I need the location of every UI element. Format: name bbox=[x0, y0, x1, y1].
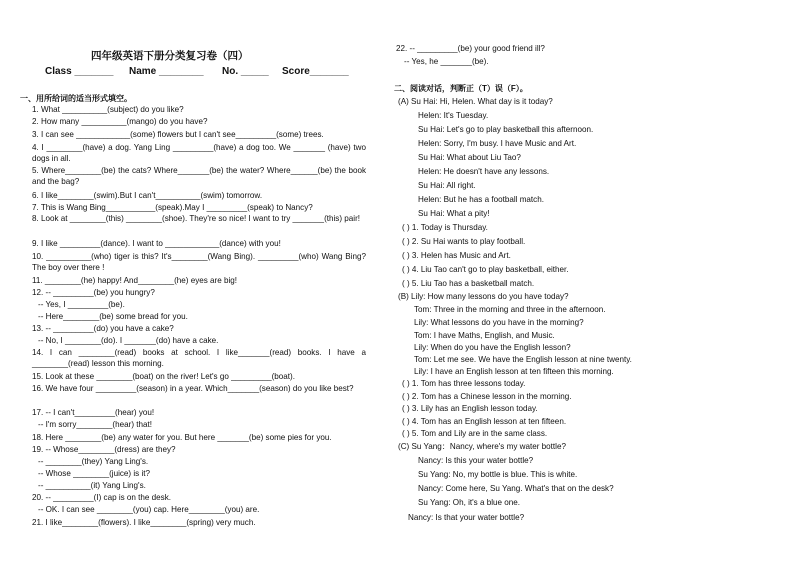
statement-a-1[interactable]: ( ) 1. Today is Thursday. bbox=[402, 223, 488, 232]
dialogue-a-line-9: Su Hai: What a pity! bbox=[418, 209, 490, 218]
question-17b: -- I'm sorry________(hear) that! bbox=[38, 420, 153, 429]
question-13b: -- No, I ________(do). I _______(do) have a cake. bbox=[38, 336, 219, 345]
dialogue-c-line-1: (C) Su Yang：Nancy, where's my water bottle? bbox=[398, 442, 566, 451]
dialogue-a-line-4: Helen: Sorry, I'm busy. I have Music and Art. bbox=[418, 139, 577, 148]
statement-a-3[interactable]: ( ) 3. Helen has Music and Art. bbox=[402, 251, 511, 260]
question-2: 2. How many __________(mango) do you have? bbox=[32, 117, 208, 126]
question-18: 18. Here ________(be) any water for you. But here _______(be) some pies for you. bbox=[32, 433, 332, 442]
question-13a: 13. -- _________(do) you have a cake? bbox=[32, 324, 174, 333]
statement-b-3[interactable]: ( ) 3. Lily has an English lesson today. bbox=[402, 404, 538, 413]
statement-b-5[interactable]: ( ) 5. Tom and Lily are in the same class. bbox=[402, 429, 548, 438]
question-6: 6. I like________(swim).But I can't__________(swim) tomorrow. bbox=[32, 191, 263, 200]
name-field[interactable]: Name ________ bbox=[129, 66, 204, 77]
dialogue-a-line-2: Helen: It's Tuesday. bbox=[418, 111, 489, 120]
dialogue-b-line-2: Tom: Three in the morning and three in the afternoon. bbox=[414, 305, 606, 314]
statement-a-2[interactable]: ( ) 2. Su Hai wants to play football. bbox=[402, 237, 526, 246]
question-19c: -- Whose ________(juice) is it? bbox=[38, 469, 151, 478]
statement-b-1[interactable]: ( ) 1. Tom has three lessons today. bbox=[402, 379, 526, 388]
section-2-heading: 二、阅读对话，判断正（T）误（F）。 bbox=[394, 84, 528, 93]
question-1: 1. What __________(subject) do you like? bbox=[32, 105, 184, 114]
dialogue-a-line-7: Su Hai: All right. bbox=[418, 181, 476, 190]
question-4: 4. I ________(have) a dog. Yang Ling _________(have) a dog too. We _______ (have) two dogs in all. bbox=[32, 143, 366, 163]
number-field[interactable]: No. _____ bbox=[222, 66, 269, 77]
question-5: 5. Where________(be) the cats? Where_______(be) the water? Where______(be) the book and the bag? bbox=[32, 166, 366, 186]
score-field[interactable]: Score_______ bbox=[282, 66, 349, 77]
dialogue-c-line-6: Nancy: Is that your water bottle? bbox=[408, 513, 525, 522]
question-3: 3. I can see ____________(some) flowers but I can't see_________(some) trees. bbox=[32, 130, 324, 139]
question-19d: -- __________(it) Yang Ling's. bbox=[38, 481, 146, 490]
statement-b-2[interactable]: ( ) 2. Tom has a Chinese lesson in the morning. bbox=[402, 392, 572, 401]
dialogue-b-line-1: (B) Lily: How many lessons do you have today? bbox=[398, 292, 569, 301]
dialogue-b-line-7: Lily: I have an English lesson at ten fifteen this morning. bbox=[414, 367, 614, 376]
question-21: 21. I like________(flowers). I like________(spring) very much. bbox=[32, 518, 256, 527]
question-20b: -- OK. I can see ________(you) cap. Here________(you) are. bbox=[38, 505, 260, 514]
question-15: 15. Look at these ________(boat) on the river! Let's go _________(boat). bbox=[32, 372, 295, 381]
question-7: 7. This is Wang Bing___________(speak).May I _________(speak) to Nancy? bbox=[32, 203, 313, 212]
question-10: 10. __________(who) tiger is this? It's________(Wang Bing). _________(who) Wang Bing? The boy over there ! bbox=[32, 252, 366, 272]
question-19a: 19. -- Whose________(dress) are they? bbox=[32, 445, 176, 454]
question-12c: -- Here________(be) some bread for you. bbox=[38, 312, 188, 321]
question-16: 16. We have four _________(season) in a year. Which_______(season) do you like best? bbox=[32, 384, 354, 393]
statement-a-5[interactable]: ( ) 5. Liu Tao has a basketball match. bbox=[402, 279, 535, 288]
question-19b: -- ________(they) Yang Ling's. bbox=[38, 457, 149, 466]
dialogue-b-line-4: Tom: I have Maths, English, and Music. bbox=[414, 331, 555, 340]
worksheet-title: 四年级英语下册分类复习卷（四） bbox=[91, 50, 249, 62]
question-11: 11. ________(he) happy! And________(he) eyes are big! bbox=[32, 276, 238, 285]
question-14: 14. I can ________(read) books at school. I like_______(read) books. I have a ________(read) lesson this morning. bbox=[32, 348, 366, 368]
dialogue-c-line-5: Su Yang: Oh, it's a blue one. bbox=[418, 498, 521, 507]
statement-b-4[interactable]: ( ) 4. Tom has an English lesson at ten fifteen. bbox=[402, 417, 567, 426]
dialogue-c-line-4: Nancy: Come here, Su Yang. What's that on the desk? bbox=[418, 484, 614, 493]
question-12b: -- Yes, I _________(be). bbox=[38, 300, 125, 309]
dialogue-c-line-3: Su Yang: No, my bottle is blue. This is white. bbox=[418, 470, 578, 479]
dialogue-b-line-5: Lily: When do you have the English lesson? bbox=[414, 343, 571, 352]
dialogue-b-line-6: Tom: Let me see. We have the English lesson at nine twenty. bbox=[414, 355, 632, 364]
dialogue-a-line-5: Su Hai: What about Liu Tao? bbox=[418, 153, 521, 162]
dialogue-c-line-2: Nancy: Is this your water bottle? bbox=[418, 456, 534, 465]
dialogue-a-line-3: Su Hai: Let's go to play basketball this afternoon. bbox=[418, 125, 594, 134]
dialogue-a-line-1: (A) Su Hai: Hi, Helen. What day is it today? bbox=[398, 97, 553, 106]
question-8: 8. Look at ________(this) ________(shoe). They're so nice! I want to try _______(this) pair! bbox=[32, 214, 361, 223]
class-field[interactable]: Class _______ bbox=[45, 66, 114, 77]
section-1-heading: 一、用所给词的适当形式填空。 bbox=[20, 94, 132, 103]
statement-a-4[interactable]: ( ) 4. Liu Tao can't go to play basketball, either. bbox=[402, 265, 569, 274]
question-12a: 12. -- _________(be) you hungry? bbox=[32, 288, 155, 297]
dialogue-a-line-8: Helen: But he has a football match. bbox=[418, 195, 544, 204]
dialogue-a-line-6: Helen: He doesn't have any lessons. bbox=[418, 167, 550, 176]
question-20a: 20. -- _________(I) cap is on the desk. bbox=[32, 493, 172, 502]
dialogue-b-line-3: Lily: What lessons do you have in the morning? bbox=[414, 318, 584, 327]
question-9: 9. I like _________(dance). I want to ____________(dance) with you! bbox=[32, 239, 281, 248]
question-22a: 22. -- _________(be) your good friend ill? bbox=[396, 44, 545, 53]
question-22b: -- Yes, he _______(be). bbox=[404, 57, 489, 66]
question-17a: 17. -- I can't_________(hear) you! bbox=[32, 408, 155, 417]
